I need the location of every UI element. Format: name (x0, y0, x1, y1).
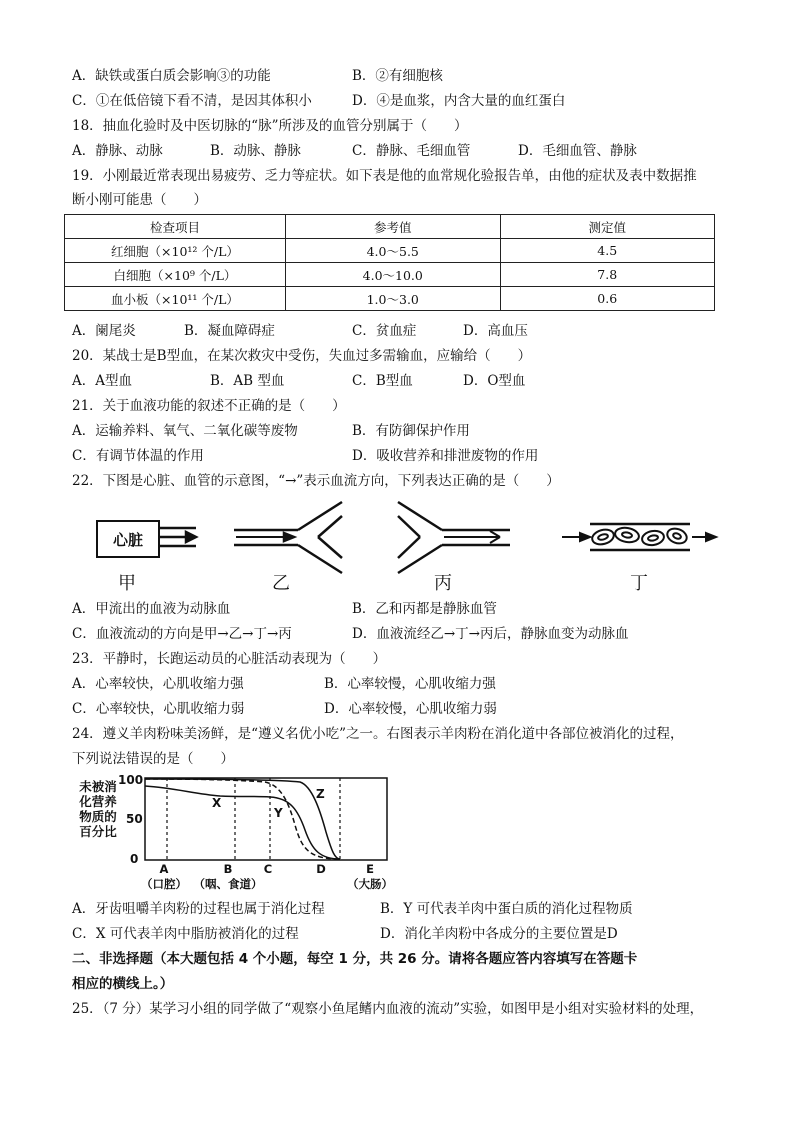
category-b (188, 862, 268, 892)
q20-option-a: A．A型血 (72, 373, 132, 389)
y-tick-0: 0 (130, 852, 139, 866)
q20-option-c: C．B型血 (352, 373, 413, 389)
q19-stem-line1: 19．小刚最近常表现出易疲劳、乏力等症状。如下表是他的血常规化验报告单，由他的症状及表中数据推 (72, 168, 697, 184)
q18-stem: 18．抽血化验时及中医切脉的“脉”所涉及的血管分别属于（ ） (72, 118, 468, 134)
q21-stem: 21．关于血液功能的叙述不正确的是（ ） (72, 398, 346, 414)
q24-option-c: C．X 可代表羊肉中脂肪被消化的过程 (72, 926, 299, 942)
vessel-jia (158, 528, 196, 546)
q22-stem: 22．下图是心脏、血管的示意图，“→”表示血流方向，下列表达正确的是（ ） (72, 473, 560, 489)
table-header: 检查项目 (65, 215, 286, 239)
q18-option-c: C．静脉、毛细血管 (352, 143, 471, 159)
q20-option-b: B．AB 型血 (210, 373, 285, 389)
option-a: A．缺铁或蛋白质会影响③的功能 (72, 68, 271, 84)
table-cell: 7.8 (500, 263, 715, 287)
q25-stem: 25．（7 分）某学习小组的同学做了“观察小鱼尾鳍内血液的流动”实验，如图甲是小组对实验材料的处理， (72, 1001, 704, 1017)
table-header: 测定值 (500, 215, 715, 239)
curve-label-x: X (212, 796, 222, 810)
q24-stem-line2: 下列说法错误的是（ ） (72, 751, 234, 767)
q18-option-a: A．静脉、动脉 (72, 143, 163, 159)
table-header: 参考值 (286, 215, 501, 239)
vessel-yi (234, 502, 342, 573)
category-c (258, 862, 278, 876)
table-cell: 血小板（×10¹¹ 个/L） (65, 287, 286, 311)
digestion-chart (140, 770, 400, 870)
q24-stem-line1: 24．遵义羊肉粉味美汤鲜，是“遵义名优小吃”之一。右图表示羊肉粉在消化道中各部位被消化的过程， (72, 726, 684, 742)
table-row (65, 287, 715, 311)
table-cell: 1.0～3.0 (286, 287, 501, 311)
category-letter: D (316, 862, 326, 876)
q24-option-a: A．牙齿咀嚼羊肉粉的过程也属于消化过程 (72, 901, 325, 917)
option-c: C．①在低倍镜下看不清，是因其体积小 (72, 93, 312, 109)
category-letter: C (263, 862, 273, 876)
q21-option-d: D．吸收营养和排泄废物的作用 (352, 448, 539, 464)
q23-stem: 23．平静时，长跑运动员的心脏活动表现为（ ） (72, 651, 387, 667)
q19-option-c: C．贫血症 (352, 323, 417, 339)
table-cell: 0.6 (500, 287, 715, 311)
q19-stem-line2: 断小刚可能患（ ） (72, 192, 207, 208)
q23-option-a: A．心率较快，心肌收缩力强 (72, 676, 244, 692)
q19-option-d: D．高血压 (463, 323, 528, 339)
q22-option-b: B．乙和丙都是静脉血管 (352, 601, 497, 617)
vessel-bing (398, 502, 510, 573)
section-two-title-line2: 相应的横线上。） (72, 976, 174, 992)
category-name: （大肠） (347, 877, 393, 891)
vessel-ding (562, 524, 716, 550)
q22-option-a: A．甲流出的血液为动脉血 (72, 601, 231, 617)
table-cell: 4.0～5.5 (286, 239, 501, 263)
y-tick-100: 100 (118, 773, 144, 787)
curve-z (145, 779, 340, 859)
q18-option-b: B．动脉、静脉 (210, 143, 301, 159)
table-row (65, 263, 715, 287)
q20-option-d: D．O型血 (463, 373, 526, 389)
q24-option-b: B．Y 可代表羊肉中蛋白质的消化过程物质 (380, 901, 633, 917)
heart-label: 心脏 (112, 530, 143, 549)
option-b: B．②有细胞核 (352, 68, 443, 84)
q19-option-b: B．凝血障碍症 (184, 323, 275, 339)
category-a (132, 862, 196, 892)
q24-option-d: D．消化羊肉粉中各成分的主要位置是D (380, 926, 618, 942)
label-jia: 甲 (118, 573, 136, 594)
category-name: （咽、食道） (193, 877, 263, 891)
q23-option-c: C．心率较快，心肌收缩力弱 (72, 701, 245, 717)
table-header-row (65, 215, 715, 239)
category-d (311, 862, 331, 876)
q23-option-d: D．心率较慢，心肌收缩力弱 (324, 701, 497, 717)
category-letter: E (366, 862, 374, 876)
q20-stem: 20．某战士是B型血，在某次救灾中受伤，失血过多需输血，应输给（ ） (72, 348, 532, 364)
q18-option-d: D．毛细血管、静脉 (518, 143, 637, 159)
q21-option-c: C．有调节体温的作用 (72, 448, 204, 464)
category-letter: B (223, 862, 233, 876)
category-name: （口腔） (141, 877, 187, 891)
digestion-chart-ylabel: 未被消化营养物质的百分比 (79, 779, 117, 839)
option-d: D．④是血浆，内含大量的血红蛋白 (352, 93, 566, 109)
q22-option-c: C．血液流动的方向是甲→乙→丁→丙 (72, 626, 292, 642)
curve-label-y: Y (274, 806, 283, 820)
table-cell: 4.5 (500, 239, 715, 263)
table-cell: 4.0～10.0 (286, 263, 501, 287)
q22-option-d: D．血液流经乙→丁→丙后，静脉血变为动脉血 (352, 626, 629, 642)
section-two-title-line1: 二、非选择题（本大题包括 4 个小题，每空 1 分，共 26 分。请将各题应答内容填写在答题卡 (72, 951, 638, 967)
y-tick-50: 50 (126, 812, 143, 826)
q21-option-a: A．运输养料、氧气、二氧化碳等废物 (72, 423, 298, 439)
curve-x (145, 786, 340, 859)
table-row (65, 239, 715, 263)
blood-vessel-diagram (0, 490, 794, 580)
label-yi: 乙 (272, 573, 290, 594)
q19-option-a: A．阑尾炎 (72, 323, 136, 339)
curve-label-z: Z (316, 787, 325, 801)
table-cell: 白细胞（×10⁹ 个/L） (65, 263, 286, 287)
label-ding: 丁 (630, 573, 648, 594)
blood-test-table (64, 214, 715, 311)
label-bing: 丙 (434, 573, 452, 594)
category-e (340, 862, 400, 892)
table-cell: 红细胞（×10¹² 个/L） (65, 239, 286, 263)
q21-option-b: B．有防御保护作用 (352, 423, 470, 439)
category-letter: A (159, 862, 169, 876)
q23-option-b: B．心率较慢，心肌收缩力强 (324, 676, 496, 692)
